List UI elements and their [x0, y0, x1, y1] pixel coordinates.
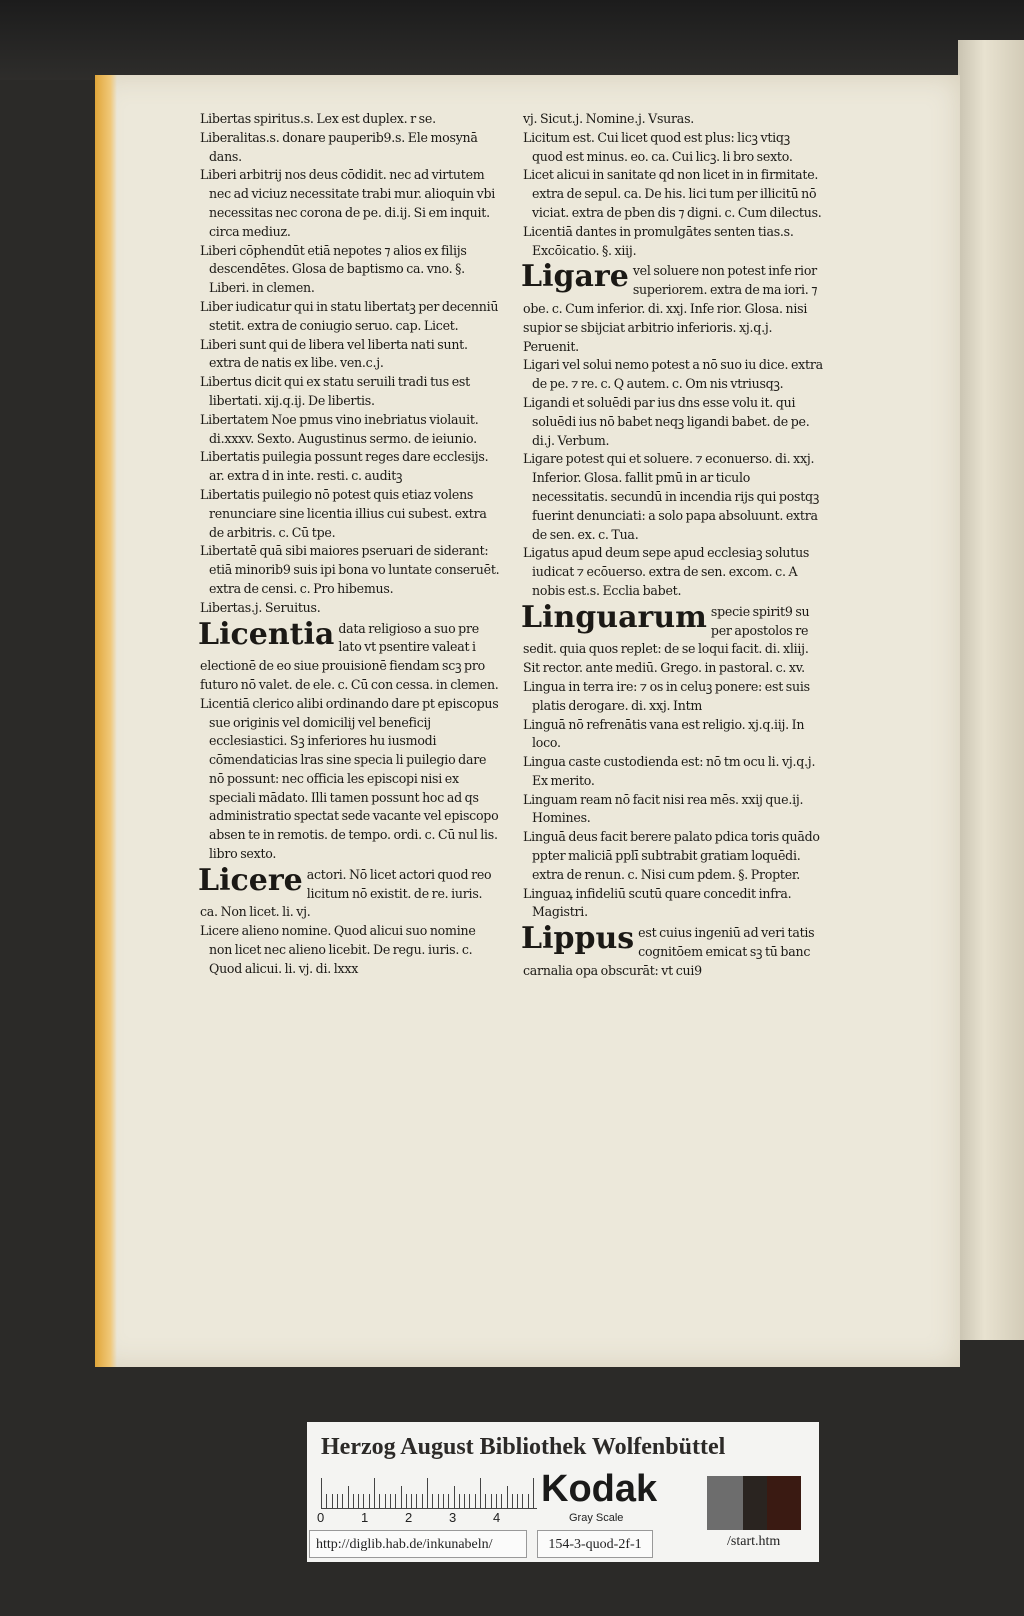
ruler-tick	[326, 1494, 327, 1508]
headword-entry	[521, 599, 823, 678]
ruler-number: 0	[317, 1510, 325, 1525]
ruler-tick	[459, 1494, 460, 1508]
library-title: Herzog August Bibliothek Wolfenbüttel	[321, 1434, 726, 1460]
text-entry: vj. Sicut.j. Nomine.j. Vsuras.	[523, 111, 695, 126]
headword-entry	[521, 921, 823, 980]
headword-entry	[198, 616, 500, 695]
ruler-tick	[385, 1494, 386, 1508]
ruler-tick	[337, 1494, 338, 1508]
start-path-label: /start.htm	[727, 1534, 781, 1549]
text-entry: Libertatis puilegia possunt reges dare ecclesijs. ar. extra d in inte. resti. c. auditꝫ	[200, 449, 489, 484]
ruler-tick	[443, 1494, 444, 1508]
ruler-tick	[438, 1494, 439, 1508]
ruler-tick	[512, 1494, 513, 1508]
left-text-column	[200, 110, 500, 979]
headword: Ligare	[521, 259, 629, 295]
headword: Licentia	[198, 616, 335, 652]
ruler-tick	[454, 1486, 455, 1508]
ruler-tick	[374, 1478, 375, 1508]
text-entry: Linguā deus facit berere palato pdica toris quādo ppter maliciā pplī subtrabit gratiam loquēdi. extra de renun. c. Nisi cum pdem. §. Propter.	[523, 829, 820, 882]
headword-entry	[198, 862, 500, 922]
ruler-tick	[533, 1478, 534, 1508]
text-entry: Libertas.j. Seruitus.	[200, 599, 321, 615]
scan-background-top	[0, 0, 1024, 80]
ruler-tick	[379, 1494, 380, 1508]
text-entry: Linguā nō refrenātis vana est religio. xj.q.iij. In loco.	[523, 716, 805, 751]
ruler-tick	[401, 1486, 402, 1508]
text-entry: Liberalitas.s. donare pauperib9.s. Ele mosynā dans.	[200, 129, 478, 164]
ruler-tick	[522, 1494, 523, 1508]
text-entry: Libertas spiritus.s. Lex est duplex. r se.	[200, 111, 436, 126]
ruler-tick	[464, 1494, 465, 1508]
ruler-number: 1	[361, 1510, 369, 1525]
ruler-tick	[390, 1494, 391, 1508]
entry-text: actori. Nō licet actori quod reo licitum nō existit. de re. iuris. ca. Non licet. li. vj.	[200, 866, 492, 920]
ruler-tick	[448, 1494, 449, 1508]
text-entry: Libertatē quā sibi maiores pseruari de siderant: etiā minorib9 suis ipi bona vo luntate conseruēt. extra de censi. c. Pro hibemus.	[200, 543, 500, 596]
ruler-tick	[496, 1494, 497, 1508]
text-entry: Lingua in terra ire: ⁊ os in celuꝫ ponere: est suis platis derogare. di. xxj. Intm	[523, 678, 810, 713]
ruler-tick	[321, 1478, 322, 1508]
ruler-tick	[348, 1486, 349, 1508]
right-text-column	[523, 110, 823, 981]
ruler-tick	[528, 1494, 529, 1508]
text-entry: Libertus dicit qui ex statu seruili tradi tus est libertati. xij.q.ij. De libertis.	[200, 374, 470, 408]
text-entry: Liberi cōphendūt etiā nepotes ⁊ alios ex filijs descendētes. Glosa de baptismo ca. vno. §. Liberi. in clemen.	[200, 242, 467, 296]
url-label: http://diglib.hab.de/inkunabeln/	[309, 1530, 527, 1558]
text-entry: Ligare potest qui et soluere. ⁊ econuerso. di. xxj. Inferior. Glosa. fallit pmū in ar ticulo necessitatis. secundū in incendia rijs qui postqꝫ fuerint denunciati: a solo papa absoluunt. extra de sen. ex. c. Tua.	[523, 451, 820, 542]
color-target-card	[307, 1422, 819, 1562]
text-entry: Licitum est. Cui licet quod est plus: licꝫ vtiqꝫ quod est minus. eo. ca. Cui licꝫ. li bro sexto.	[523, 129, 793, 164]
text-entry: Licet alicui in sanitate qd non licet in in firmitate. extra de sepul. ca. De his. lici tum per illicitū nō viciat. extra de pben dis ⁊ digni. c. Cum dilectus.	[523, 167, 822, 220]
kodak-logo: Kodak	[541, 1468, 658, 1510]
ruler-number: 4	[493, 1510, 501, 1525]
ruler-tick	[432, 1494, 433, 1508]
entry-text: specie spirit9 su per apostolos re sedit. quia quos replet: de se loqui facit. di. xliij. Sit rector. ante mediū. Grego. in pastoral. c. xv.	[523, 603, 810, 676]
scale-ruler	[321, 1474, 537, 1509]
text-entry: Licentiā dantes in promulgātes senten tias.s. Excōicatio. §. xiij.	[523, 223, 794, 258]
text-entry: Ligandi et soluēdi par ius dns esse volu it. qui soluēdi ius nō babet neqꝫ ligandi babet. de pe. di.j. Verbum.	[523, 394, 810, 448]
headword: Linguarum	[521, 599, 707, 635]
text-entry: Ligari vel solui nemo potest a nō suo iu dice. extra de pe. ⁊ re. c. Q autem. c. Om nis vtriusqꝫ.	[523, 357, 823, 392]
text-entry: Liber iudicatur qui in statu libertatꝫ per decenniū stetit. extra de coniugio seruo. cap. Licet.	[200, 298, 499, 333]
text-entry: Libertatem Noe pmus vino inebriatus violauit. di.xxxv. Sexto. Augustinus sermo. de ieiunio.	[200, 411, 479, 446]
page-gutter-edge	[95, 75, 117, 1367]
entry-text: vel soluere non potest infe rior superiorem. extra de ma iori. ⁊ obe. c. Cum inferior. di. xxj. Infe rior. Glosa. nisi supior se sbijciat arbitrio inferioris. xj.q.j. Peruenit.	[523, 263, 818, 354]
ruler-number: 2	[405, 1510, 413, 1525]
ruler-tick	[332, 1494, 333, 1508]
ruler-tick	[416, 1494, 417, 1508]
gray-swatch	[707, 1476, 743, 1530]
ruler-number: 3	[449, 1510, 457, 1525]
ruler-tick	[369, 1494, 370, 1508]
ruler-tick	[507, 1486, 508, 1508]
shelfmark-label: 154-3-quod-2f-1	[537, 1530, 653, 1558]
ruler-tick	[501, 1494, 502, 1508]
text-entry: Licere alieno nomine. Quod alicui suo nomine non licet nec alieno licebit. De regu. iuris. c. Quod alicui. li. vj. di. lxxx	[200, 923, 476, 976]
ruler-tick	[406, 1494, 407, 1508]
gray-scale-label: Gray Scale	[569, 1512, 624, 1524]
headword: Licere	[198, 862, 303, 898]
ruler-tick	[469, 1494, 470, 1508]
ruler-tick	[427, 1478, 428, 1508]
ruler-tick	[475, 1494, 476, 1508]
ruler-tick	[395, 1494, 396, 1508]
dark-swatch	[743, 1476, 767, 1530]
headword: Lippus	[521, 921, 635, 957]
ruler-tick	[411, 1494, 412, 1508]
brown-swatch	[767, 1476, 801, 1530]
entry-text: data religioso a suo pre lato vt psentire valeat i electionē de eo siue prouisionē fiendam scꝫ pro futuro nō valet. de ele. c. Cū con cessa. in clemen.	[200, 620, 499, 692]
ruler-tick	[353, 1494, 354, 1508]
text-entry: Libertatis puilegio nō potest quis etiaz volens renunciare sine licentia illius cui subest. extra de arbitris. c. Cū tpe.	[200, 486, 487, 540]
headword-entry	[521, 259, 823, 356]
ruler-tick	[480, 1478, 481, 1508]
entry-text: est cuius ingeniū ad veri tatis cognitōem emicat sꝫ tū banc carnalia opa obscurāt: vt cui9	[523, 925, 815, 978]
ruler-tick	[363, 1494, 364, 1508]
ruler-tick	[485, 1494, 486, 1508]
ruler-tick	[491, 1494, 492, 1508]
text-entry: Lingua caste custodienda est: nō tm ocu li. vj.q.j. Ex merito.	[523, 754, 816, 788]
text-entry: Linguaꝝ infideliū scutū quare concedit infra. Magistri.	[523, 885, 792, 920]
text-entry: Ligatus apud deum sepe apud ecclesiaꝫ solutus iudicat ⁊ ecōuerso. extra de sen. excom. c. A nobis est.s. Ecclia babet.	[523, 545, 810, 598]
ruler-tick	[342, 1494, 343, 1508]
ruler-tick	[422, 1494, 423, 1508]
text-entry: Linguam ream nō facit nisi rea mēs. xxij que.ij. Homines.	[523, 791, 804, 826]
ruler-tick	[358, 1494, 359, 1508]
ruler-tick	[517, 1494, 518, 1508]
facing-page-edge	[958, 40, 1024, 1340]
text-entry: Liberi sunt qui de libera vel liberta nati sunt. extra de natis ex libe. ven.c.j.	[200, 336, 468, 371]
text-entry: Liberi arbitrij nos deus cōdidit. nec ad virtutem nec ad viciuz necessitate trabi mur. alioquin vbi necessitas nec corona de pe. di.ij. Si em inquit. circa mediuz.	[200, 167, 496, 239]
text-entry: Licentiā clerico alibi ordinando dare pt episcopus sue originis vel domicilij vel beneficij ecclesiastici. Sꝫ inferiores hu iusmodi cōmendaticias lras sine specia li puilegio dare nō possunt: nec officia les episcopi nisi ex speciali mādato. Illi tamen possunt hoc ad qs administratio spectat sede vacante vel episcopo absen te in remotis. de tempo. ordi. c. Cū nul lis. libro sexto.	[200, 695, 499, 862]
